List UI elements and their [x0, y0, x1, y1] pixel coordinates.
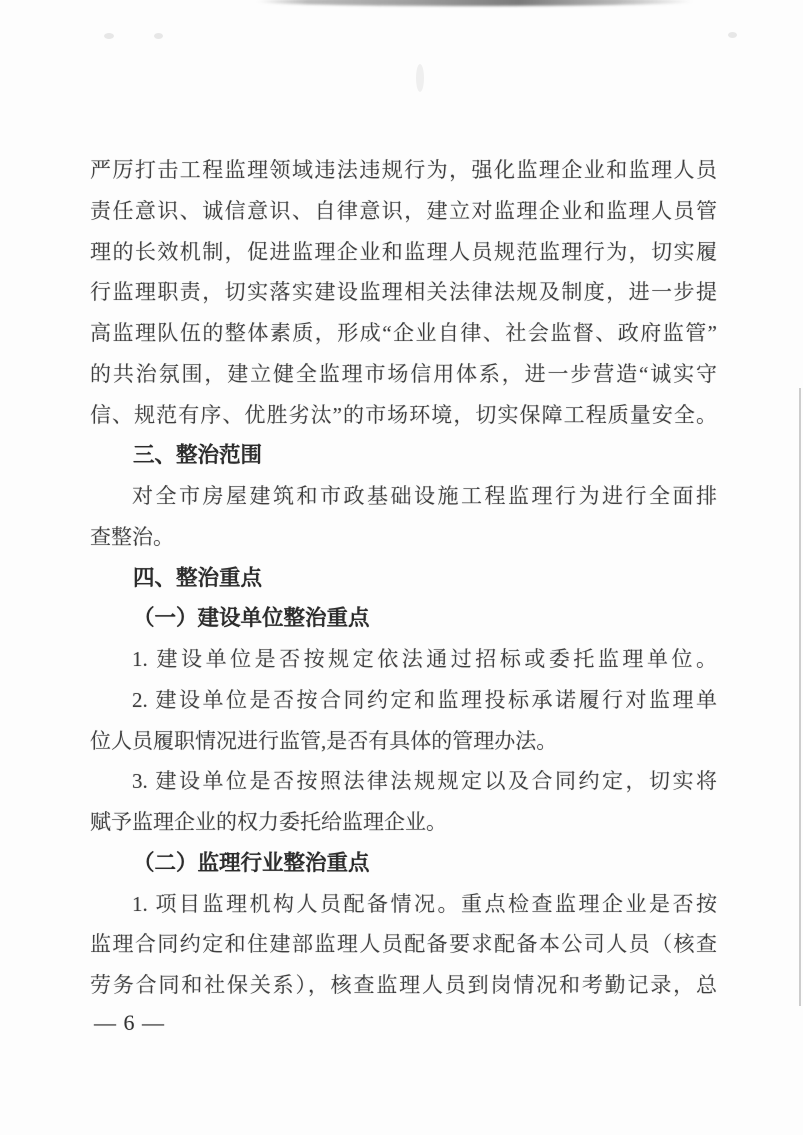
- document-body: [90, 150, 717, 1006]
- scan-smudge-artifact: [256, 0, 694, 6]
- numbered-item-line: 1. 建设单位是否按规定依法通过招标或委托监理单位。: [132, 647, 717, 671]
- scan-speck: [154, 33, 163, 39]
- scan-speck: [416, 64, 424, 92]
- scan-speck: [728, 32, 737, 38]
- scan-speck: [104, 33, 114, 39]
- numbered-item-line: 1. 项目监理机构人员配备情况。重点检查监理企业是否按: [132, 891, 717, 916]
- body-line: 对全市房屋建筑和市政基础设施工程监理行为进行全面排: [132, 484, 717, 508]
- body-line: 信、规范有序、优胜劣汰”的市场环境，切实保障工程质量安全。: [90, 402, 717, 427]
- body-line: 劳务合同和社保关系），核查监理人员到岗情况和考勤记录，总: [90, 973, 717, 997]
- body-line: 责任意识、诚信意识、自律意识，建立对监理企业和监理人员管: [90, 198, 717, 223]
- body-line: 的共治氛围，建立健全监理市场信用体系，进一步营造“诚实守: [90, 361, 717, 386]
- page-number: — 6 —: [94, 1010, 165, 1035]
- numbered-item-line: 3. 建设单位是否按照法律法规规定以及合同约定，切实将: [132, 769, 717, 794]
- body-line: 位人员履职情况进行监管,是否有具体的管理办法。: [90, 728, 558, 753]
- body-line: 高监理队伍的整体素质，形成“企业自律、社会监督、政府监管”: [90, 321, 717, 345]
- body-line: 监理合同约定和住建部监理人员配备要求配备本公司人员（核查: [90, 932, 717, 957]
- body-line: 查整治。: [90, 524, 174, 549]
- body-line: 赋予监理企业的权力委托给监理企业。: [90, 810, 447, 834]
- subsection-heading: （一）建设单位整治重点: [133, 606, 370, 631]
- numbered-item-line: 2. 建设单位是否按合同约定和监理投标承诺履行对监理单: [132, 687, 717, 712]
- body-line: 行监理职责，切实落实建设监理相关法律法规及制度，进一步提: [90, 280, 717, 305]
- section-heading: 三、整治范围: [133, 443, 263, 468]
- subsection-heading: （二）监理行业整治重点: [133, 850, 370, 875]
- body-line: 严厉打击工程监理领域违法违规行为，强化监理企业和监理人员: [90, 158, 717, 182]
- scan-edge-line-artifact: [799, 388, 801, 1006]
- body-line: 理的长效机制，促进监理企业和监理人员规范监理行为，切实履: [90, 239, 717, 264]
- section-heading: 四、整治重点: [133, 565, 263, 590]
